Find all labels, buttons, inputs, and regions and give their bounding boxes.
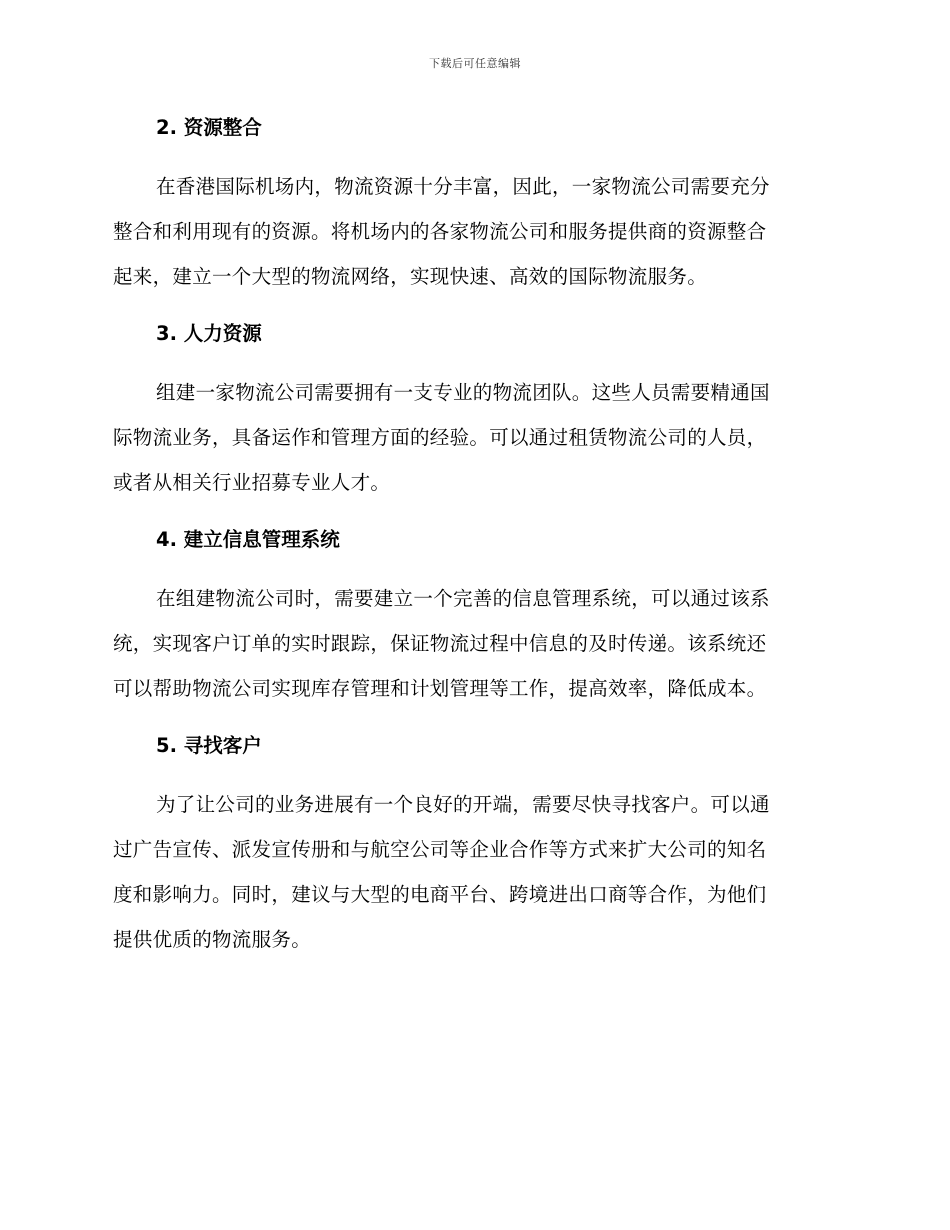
- section-heading: 4. 建立信息管理系统: [156, 528, 340, 551]
- document-body: [113, 112, 835, 981]
- section-finding-customers: [113, 730, 835, 962]
- paragraph-line: 际物流业务，具备运作和管理方面的经验。可以通过租赁物流公司的人员，: [113, 426, 767, 449]
- paragraph-line: 或者从相关行业招募专业人才。: [113, 471, 391, 494]
- paragraph-line: 可以帮助物流公司实现库存管理和计划管理等工作，提高效率，降低成本。: [113, 677, 767, 700]
- section-heading: 5. 寻找客户: [156, 734, 262, 757]
- paragraph: [113, 576, 835, 711]
- paragraph: [113, 782, 835, 962]
- paragraph-line: 统，实现客户订单的实时跟踪，保证物流过程中信息的及时传递。该系统还: [113, 632, 767, 655]
- paragraph-line: 度和影响力。同时，建议与大型的电商平台、跨境进出口商等合作，为他们: [113, 883, 767, 906]
- section-heading: 2. 资源整合: [156, 116, 262, 139]
- paragraph-line: 提供优质的物流服务。: [113, 928, 312, 951]
- paragraph-line: 过广告宣传、派发宣传册和与航空公司等企业合作等方式来扩大公司的知名: [113, 838, 767, 861]
- paragraph-line: 整合和利用现有的资源。将机场内的各家物流公司和服务提供商的资源整合: [113, 220, 767, 243]
- header-note: 下载后可任意编辑: [429, 57, 521, 70]
- section-heading: 3. 人力资源: [156, 322, 262, 345]
- paragraph-line: 起来，建立一个大型的物流网络，实现快速、高效的国际物流服务。: [113, 265, 708, 288]
- paragraph-line: 在组建物流公司时，需要建立一个完善的信息管理系统，可以通过该系: [156, 587, 770, 610]
- section-information-system: [113, 524, 835, 711]
- paragraph-line: 组建一家物流公司需要拥有一支专业的物流团队。这些人员需要精通国: [156, 381, 770, 404]
- paragraph-line: 为了让公司的业务进展有一个良好的开端，需要尽快寻找客户。可以通: [156, 793, 770, 816]
- paragraph: [113, 370, 835, 505]
- paragraph-line: 在香港国际机场内，物流资源十分丰富，因此，一家物流公司需要充分: [156, 175, 770, 198]
- paragraph: [113, 164, 835, 299]
- section-resource-integration: [113, 112, 835, 299]
- section-human-resources: [113, 318, 835, 505]
